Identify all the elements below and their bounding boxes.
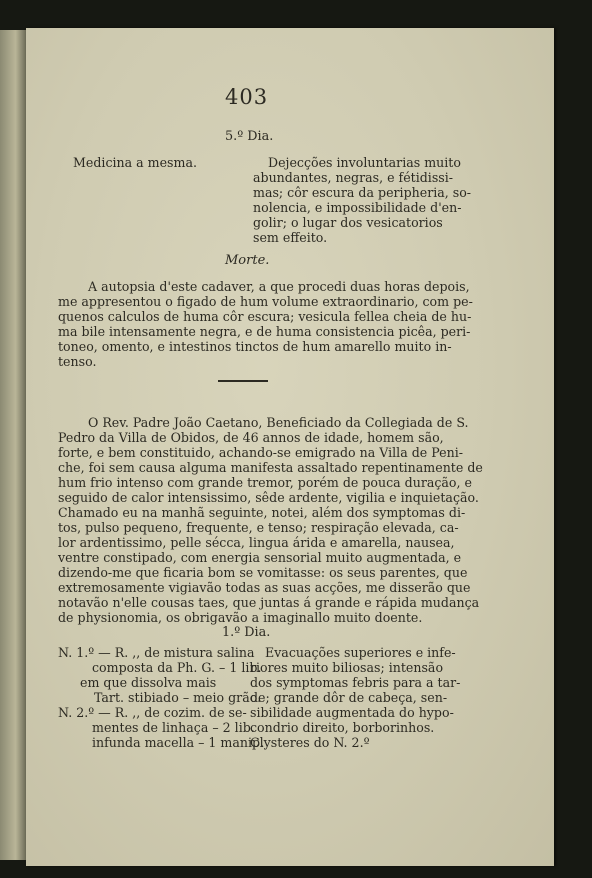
prescription-line: mentes de linhaça – 2 lib.: [92, 720, 255, 735]
section-divider: [218, 380, 268, 382]
paragraph-line: quenos calculos de huma côr escura; vesicula fellea cheia de hu-: [58, 309, 472, 324]
symptom-line: Clysteres do N. 2.º: [250, 735, 370, 750]
paragraph-line: extremosamente vigiavão todas as suas acções, me disserão que: [58, 580, 471, 595]
symptom-line: riores muito biliosas; intensão: [250, 660, 444, 675]
paragraph-line: seguido de calor intensissimo, sêde ardente, vigilia e inquietação.: [58, 490, 479, 505]
paragraph-line: tenso.: [58, 354, 97, 369]
day-1-heading: 1.º Dia.: [222, 625, 271, 640]
previous-page-edge: [0, 30, 26, 860]
paragraph-line: hum frio intenso com grande tremor, porém de pouca duração, e: [58, 475, 472, 490]
symptom-line: abundantes, negras, e fétidissi-: [253, 170, 454, 185]
paragraph-line: lor ardentissimo, pelle sécca, lingua árida e amarella, nausea,: [58, 535, 455, 550]
day-5-heading: 5.º Dia.: [225, 129, 274, 144]
symptom-line: Evacuações superiores e infe-: [265, 645, 456, 660]
paragraph-line: che, foi sem causa alguma manifesta assaltado repentinamente de: [58, 460, 483, 475]
paragraph-line: forte, e bem constituido, achando-se emigrado na Villa de Peni-: [58, 445, 463, 460]
paragraph-line: de physionomia, os obrigavão a imaginallo muito doente.: [58, 610, 423, 625]
paragraph-line: me appresentou o figado de hum volume extraordinario, com pe-: [58, 294, 473, 309]
paragraph-line: O Rev. Padre João Caetano, Beneficiado da Collegiada de S.: [88, 415, 469, 430]
paragraph-line: Chamado eu na manhã seguinte, notei, além dos symptomas di-: [58, 505, 466, 520]
paragraph-line: Pedro da Villa de Obidos, de 46 annos de idade, homem são,: [58, 430, 444, 445]
paragraph-line: tos, pulso pequeno, frequente, e tenso; respiração elevada, ca-: [58, 520, 459, 535]
symptom-line: sibilidade augmentada do hypo-: [250, 705, 454, 720]
prescription-line: infunda macella – 1 manip.: [92, 735, 265, 750]
paragraph-line: ma bile intensamente negra, e de huma consistencia picêa, peri-: [58, 324, 471, 339]
prescription-line: Tart. stibiado – meio grão.: [94, 690, 262, 705]
symptom-line: mas; côr escura da peripheria, so-: [253, 185, 472, 200]
symptom-line: condrio direito, borborinhos.: [250, 720, 435, 735]
paragraph-line: notavão n'elle cousas taes, que juntas á grande e rápida mudança: [58, 595, 480, 610]
symptom-line: nolencia, e impossibilidade d'en-: [253, 200, 462, 215]
medicine-same-label: Medicina a mesma.: [73, 155, 197, 170]
symptom-line: sem effeito.: [253, 230, 328, 245]
prescription-line: composta da Ph. G. – 1 lib.: [92, 660, 262, 675]
prescription-line: N. 1.º — R. ,, de mistura salina: [58, 645, 255, 660]
outcome-heading: Morte.: [225, 253, 270, 268]
paragraph-line: A autopsia d'este cadaver, a que procedi duas horas depois,: [88, 279, 470, 294]
prescription-line: em que dissolva mais: [80, 675, 217, 690]
page-number: 403: [225, 85, 269, 109]
paragraph-line: toneo, omento, e intestinos tinctos de hum amarello muito in-: [58, 339, 452, 354]
paragraph-line: ventre constipado, com energia sensorial muito augmentada, e: [58, 550, 462, 565]
symptom-line: de; grande dôr de cabeça, sen-: [250, 690, 448, 705]
paragraph-line: dizendo-me que ficaria bom se vomitasse: os seus parentes, que: [58, 565, 468, 580]
symptom-line: golir; o lugar dos vesicatorios: [253, 215, 443, 230]
symptom-line: Dejecções involuntarias muito: [268, 155, 461, 170]
symptom-line: dos symptomas febris para a tar-: [250, 675, 461, 690]
prescription-line: N. 2.º — R. ,, de cozim. de se-: [58, 705, 247, 720]
